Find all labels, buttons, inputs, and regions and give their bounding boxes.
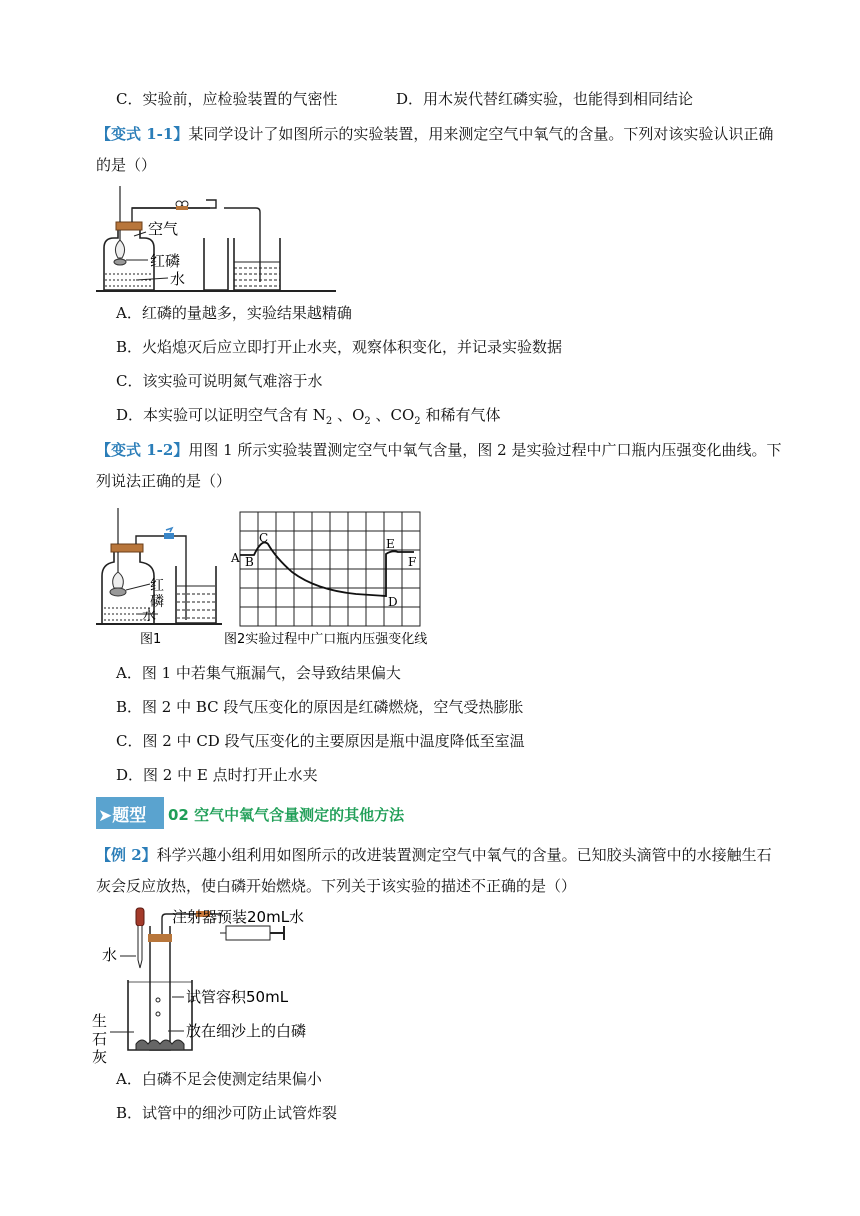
option-c: C．图 2 中 CD 段气压变化的主要原因是瓶中温度降低至室温: [116, 732, 525, 750]
point-c: C: [259, 531, 269, 545]
option-a: A．白磷不足会使测定结果偏小: [116, 1070, 322, 1088]
fig1-caption: 图1: [140, 632, 162, 647]
option-c: C．该实验可说明氮气难溶于水: [116, 372, 323, 390]
section-number: 02: [168, 806, 189, 824]
option-d: D．用木炭代替红磷实验，也能得到相同结论: [396, 90, 694, 108]
section-banner-text: ➤题型: [98, 806, 147, 826]
stem-line-2: 列说法正确的是（）: [96, 472, 232, 490]
option-d: D．图 2 中 E 点时打开止水夹: [116, 766, 318, 784]
label-water: 水: [102, 946, 118, 964]
point-a: A: [231, 551, 240, 565]
section-title: [168, 804, 404, 825]
option-b: B．试管中的细沙可防止试管炸裂: [116, 1104, 338, 1122]
question-tag: 【例 2】: [96, 846, 157, 864]
point-d: D: [388, 595, 398, 609]
label-red-phosphorus: 红磷: [150, 252, 181, 270]
label-lime-1: 生: [92, 1012, 108, 1030]
question-stem: [96, 845, 772, 865]
section-banner: [96, 797, 164, 829]
section-title-text: 空气中氧气含量测定的其他方法: [194, 806, 405, 824]
label-air: 空气: [148, 220, 179, 238]
question-tag: 【变式 1-1】: [96, 125, 189, 143]
label-red: 红: [150, 578, 164, 594]
label-water: 水: [142, 608, 156, 624]
label-phosphorus: 磷: [150, 594, 164, 610]
option-a: A．红磷的量越多，实验结果越精确: [116, 304, 352, 322]
question-stem: [96, 440, 782, 460]
option-c: C．实验前，应检验装置的气密性: [116, 90, 338, 108]
option-a: A．图 1 中若集气瓶漏气，会导致结果偏大: [116, 664, 401, 682]
point-b: B: [245, 555, 254, 569]
label-white-phosphorus: 放在细沙上的白磷: [186, 1022, 307, 1040]
apparatus-figure-2: [96, 508, 441, 648]
option-b: B．图 2 中 BC 段气压变化的原因是红磷燃烧，空气受热膨胀: [116, 698, 524, 716]
question-tag: 【变式 1-2】: [96, 441, 189, 459]
label-tube-volume: 试管容积50mL: [186, 988, 289, 1006]
label-lime-3: 灰: [92, 1048, 108, 1064]
option-b: B．火焰熄灭后应立即打开止水夹，观察体积变化，并记录实验数据: [116, 338, 563, 356]
apparatus-figure-1: [96, 186, 336, 296]
stem-line-1: 用图 1 所示实验装置测定空气中氧气含量，图 2 是实验过程中广口瓶内压强变化曲线。下: [188, 441, 782, 459]
label-syringe: 注射器预装20mL水: [172, 908, 305, 926]
stem-line-2: 灰会反应放热，使白磷开始燃烧。下列关于该实验的描述不正确的是（）: [96, 877, 577, 895]
question-stem: [96, 124, 773, 144]
point-f: F: [408, 555, 417, 569]
fig2-caption: 图2实验过程中广口瓶内压强变化线: [224, 632, 428, 647]
option-d: D．本实验可以证明空气含有 $N_2$ 、$O_2$ 、$CO_2$ 和稀有气体: [116, 406, 501, 427]
apparatus-figure-3: [92, 904, 422, 1064]
label-water: 水: [170, 270, 186, 288]
stem-line-2: 的是（）: [96, 156, 157, 174]
point-e: E: [386, 537, 395, 551]
stem-line-1: 科学兴趣小组利用如图所示的改进装置测定空气中氧气的含量。已知胶头滴管中的水接触生石: [156, 846, 772, 864]
label-lime-2: 石: [92, 1030, 108, 1048]
stem-line-1: 某同学设计了如图所示的实验装置，用来测定空气中氧气的含量。下列对该实验认识正确: [188, 125, 774, 143]
